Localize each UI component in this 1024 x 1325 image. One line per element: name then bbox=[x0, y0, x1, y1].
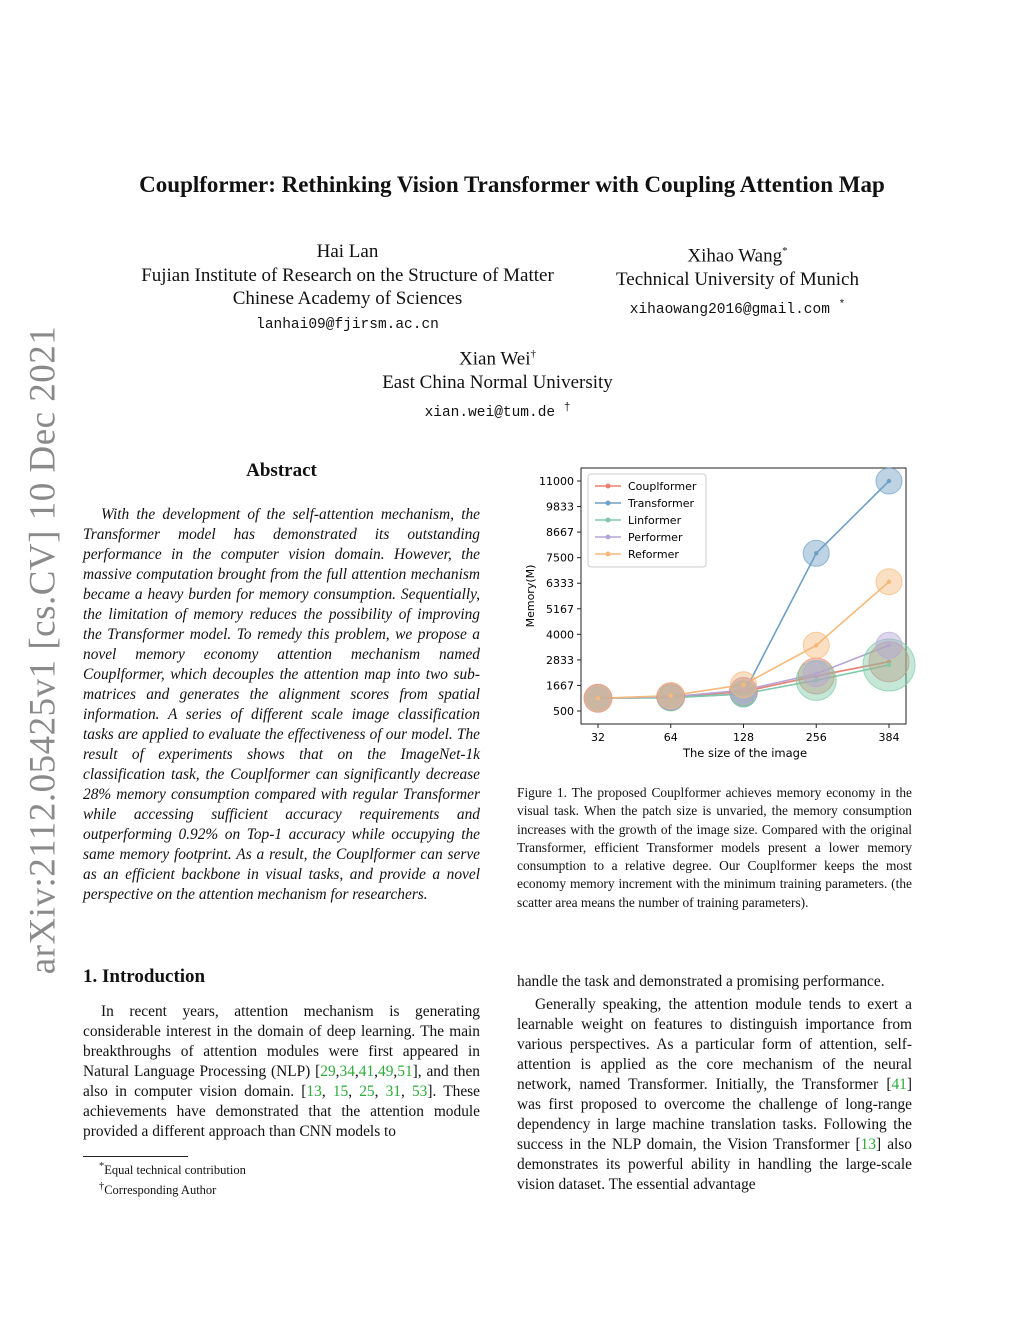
data-dot-reformer bbox=[669, 693, 673, 697]
intro-text: In recent years, attention mechanism is generating considerable interest in the domain of deep learning. The main breakthroughs of attention modules were first appeared in Natural Language Processing (NLP) [ bbox=[83, 1003, 480, 1080]
author-affiliation: Fujian Institute of Research on the Structure of Matter bbox=[141, 264, 554, 286]
footnote-text: Corresponding Author bbox=[104, 1182, 217, 1197]
introduction-heading: 1. Introduction bbox=[83, 966, 206, 987]
data-dot-reformer bbox=[814, 643, 818, 647]
author-block-1 bbox=[110, 240, 585, 337]
legend-label: Linformer bbox=[628, 514, 682, 527]
abstract-heading: Abstract bbox=[246, 460, 317, 481]
y-tick-label: 5167 bbox=[546, 602, 574, 616]
email-mark: * bbox=[838, 299, 846, 312]
citation[interactable]: 13 bbox=[306, 1083, 322, 1100]
abstract-text: With the development of the self-attention mechanism, the Transformer model has demonstrated its outstanding performance in the computer vision domain. However, the massive computation brought from the full attention mechanism became a heavy burden for memory consumption. Sequentially, the limitation of memory reduces the possibility of improving the Transformer model. To remedy this problem, we propose a novel memory economy attention mechanism named Couplformer, which decouples the attention map into two sub-matrices and generates the alignment scores from spatial information. A series of different scale image classification tasks are applied to evaluate the effectiveness of our model. The result of experiments shows that on the ImageNet-1k classification task, the Couplformer can significantly decrease 28% memory consumption compared with regular Transformer while accessing sufficient accuracy requirements and outperforming 0.92% on Top-1 accuracy while occupying the same memory footprint. As a result, the Couplformer can serve as an efficient backbone in visual tasks, and provide a novel perspective on the attention mechanism for researchers. bbox=[83, 506, 480, 903]
y-tick-label: 11000 bbox=[539, 475, 574, 488]
data-dot-performer bbox=[887, 643, 891, 647]
author-name-row bbox=[300, 343, 695, 371]
footnote-divider bbox=[83, 1156, 188, 1157]
legend-label: Transformer bbox=[628, 497, 695, 510]
footnote-mark: * bbox=[99, 1161, 105, 1172]
x-tick-label: 256 bbox=[805, 731, 827, 744]
citation[interactable]: 41 bbox=[891, 1076, 907, 1093]
intro-text: ], and then also in computer vision domain. [ bbox=[83, 1063, 480, 1100]
author-affiliation: Technical University of Munich bbox=[616, 268, 859, 290]
intro-text: Generally speaking, the attention module tends to exert a learnable weight on features to distinguish importance from various perspectives. As a particular form of attention, self-attention is applied as the core mechanism of the neural network, named Transformer. Initially, the Transformer [ bbox=[517, 996, 912, 1093]
intro-text: ] also demonstrates its powerful ability in handling the large-scale vision dataset. The essential advantage bbox=[517, 1136, 912, 1193]
y-tick-label: 8667 bbox=[546, 526, 574, 540]
chart-legend bbox=[588, 474, 706, 567]
footnote-text: Equal technical contribution bbox=[104, 1163, 246, 1178]
x-tick-label: 384 bbox=[878, 731, 900, 744]
y-tick-label: 7500 bbox=[546, 551, 574, 565]
citation[interactable]: 53 bbox=[411, 1083, 428, 1100]
x-axis-label: The size of the image bbox=[682, 746, 808, 760]
intro-left-column bbox=[83, 1002, 480, 1142]
author-name-row bbox=[590, 240, 885, 268]
author-name: Hai Lan bbox=[316, 241, 379, 262]
author-email: xihaowang2016@gmail.com bbox=[629, 302, 830, 319]
abstract-body bbox=[83, 505, 480, 905]
author-name: Xian Wei bbox=[459, 348, 531, 370]
y-tick-label: 500 bbox=[553, 705, 574, 718]
author-email: lanhai09@fjirsm.ac.cn bbox=[256, 316, 439, 333]
citation[interactable]: 49 bbox=[378, 1063, 394, 1080]
intro-text: ] was first proposed to overcome the challenge of long-range dependency in large machine translation tasks. Following the success in the NLP domain, the Vision Transformer [ bbox=[517, 1076, 912, 1153]
x-tick-label: 128 bbox=[733, 731, 754, 744]
data-dot-linformer bbox=[887, 663, 891, 667]
author-affiliation: East China Normal University bbox=[382, 371, 613, 393]
intro-paragraph-1: In recent years, attention mechanism is generating considerable interest in the domain of deep learning. The main breakthroughs of attention modules were first appeared in Natural Language Processing (NLP) [29,34,41,49,51], and then also in computer vision domain. [13, 15, 25, 31, 53]. These achievements have demonstrated that the attention module provided a different approach than CNN models to bbox=[83, 1003, 480, 1140]
intro-continuation: handle the task and demonstrated a promising performance. bbox=[517, 973, 885, 990]
intro-right-column bbox=[517, 972, 912, 1195]
legend-label: Reformer bbox=[628, 548, 679, 561]
y-tick-label: 2833 bbox=[546, 653, 574, 667]
paper-title: Couplformer: Rethinking Vision Transformer with Coupling Attention Map bbox=[139, 172, 885, 197]
author-email-row bbox=[590, 294, 885, 322]
data-dot-performer bbox=[814, 672, 818, 676]
y-tick-label: 9833 bbox=[546, 500, 574, 514]
y-tick-label: 4000 bbox=[546, 628, 574, 642]
author-email-row bbox=[300, 397, 695, 425]
citation[interactable]: 29 bbox=[320, 1063, 336, 1080]
data-dot-reformer bbox=[741, 683, 745, 687]
arxiv-side-stamp: arXiv:2112.05425v1 [cs.CV] 10 Dec 2021 bbox=[22, 325, 64, 975]
citation[interactable]: 41 bbox=[358, 1063, 375, 1080]
intro-text: ]. These achievements have demonstrated that the attention module provided a different approach than CNN models to bbox=[83, 1083, 480, 1140]
legend-label: Performer bbox=[628, 531, 683, 544]
x-tick-label: 64 bbox=[663, 731, 678, 744]
citation[interactable]: 25 bbox=[359, 1083, 375, 1100]
author-mark: * bbox=[782, 245, 788, 257]
author-affiliation: Chinese Academy of Sciences bbox=[232, 288, 463, 309]
footnote-equal bbox=[83, 1159, 383, 1179]
author-block-3 bbox=[300, 343, 695, 426]
footnote-corresponding bbox=[83, 1179, 383, 1199]
data-dot-reformer bbox=[596, 696, 600, 700]
footnote-mark: † bbox=[99, 1180, 105, 1192]
author-mark: † bbox=[530, 348, 536, 360]
email-mark: † bbox=[563, 402, 571, 415]
citation[interactable]: 51 bbox=[397, 1063, 413, 1080]
citation[interactable]: 15 bbox=[332, 1083, 349, 1100]
legend-swatch-dot bbox=[606, 552, 611, 557]
y-axis-label: Memory(M) bbox=[524, 564, 537, 628]
citation[interactable]: 31 bbox=[385, 1083, 401, 1100]
x-tick-label: 32 bbox=[591, 731, 605, 744]
figure-caption: Figure 1. The proposed Couplformer achieves memory economy in the visual task. When the patch size is unvaried, the memory consumption increases with the growth of the image size. Compared with the original Transformer, efficient Transformer models present a lower memory consumption to a relative degree. Our Couplformer keeps the most economy memory increment with the minimum training parameters. (the scatter area means the number of training parameters). bbox=[517, 785, 912, 910]
intro-paragraph-2 bbox=[517, 995, 912, 1195]
memory-chart bbox=[517, 462, 917, 762]
legend-swatch-dot bbox=[606, 484, 611, 489]
legend-swatch-dot bbox=[606, 535, 611, 540]
citation[interactable]: 34 bbox=[339, 1063, 355, 1080]
footnotes bbox=[83, 1159, 383, 1198]
citation[interactable]: 13 bbox=[860, 1136, 877, 1153]
legend-swatch-dot bbox=[606, 501, 611, 506]
legend-label: Couplformer bbox=[628, 480, 697, 493]
data-dot-transformer bbox=[814, 551, 818, 555]
data-dot-transformer bbox=[887, 479, 891, 483]
y-tick-label: 6333 bbox=[546, 577, 574, 591]
data-dot-reformer bbox=[887, 580, 891, 584]
legend-swatch-dot bbox=[606, 518, 611, 523]
y-tick-label: 1667 bbox=[546, 679, 574, 693]
author-block-2 bbox=[590, 240, 885, 323]
author-name: Xihao Wang bbox=[687, 245, 783, 267]
author-email: xian.wei@tum.de bbox=[424, 405, 556, 422]
